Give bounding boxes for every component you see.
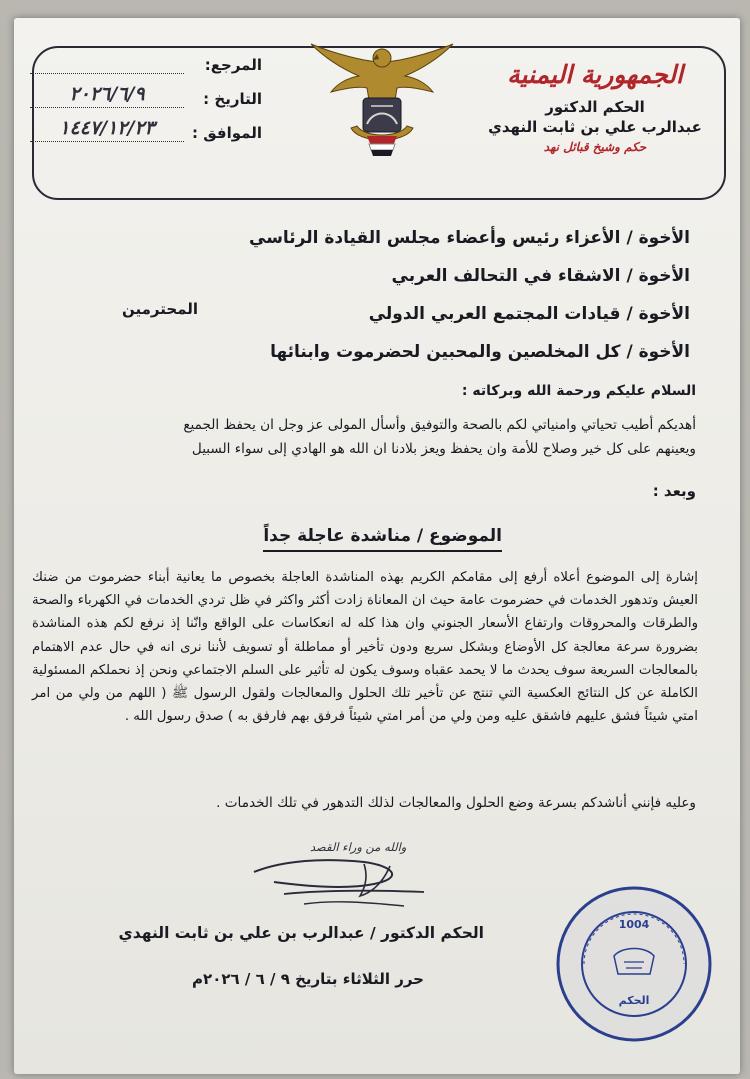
ref-label: المرجع: (204, 56, 262, 74)
reference-block (30, 40, 262, 142)
issuer-title: الحكم الدكتور (545, 98, 645, 116)
ref-value (30, 49, 184, 74)
letter-paper (14, 18, 740, 1074)
republic-name: الجمهورية اليمنية (507, 60, 683, 89)
stamp-center-text: الحكم (618, 994, 650, 1007)
greeting: السلام عليكم ورحمة الله وبركاته : (461, 383, 696, 399)
date-row (30, 74, 262, 108)
letter-body: إشارة إلى الموضوع أعلاه أرفع إلى مقامكم الكريم بهذه المناشدة العاجلة بخصوص ما يعانية أبناء حضرموت من ضنك العيش وتدهور الخدمات في حضرموت عامة حيث ان المعاناة زادت أكثر واكثر في ظل تردي الخدمات في الكهرباء والصحة والطرقات والمحروقات وارتفاع الأسعار الجنوني وان هذا كله له انعكاسات على الواقع وانّنا إذ نرفع لكم هذه المناشدة بضرورة سرعة معالجة كل الأوضاع وبشكل سريع ودون تأخير أو مماطلة أو تسويف لأننا نرى انه في حال عدم الاهتمام بالمعالجات السريعة سوف يحدث ما لا يحمد عقباه وسوف يكون له تأثير على السلم الاجتماعي ونحن إذ نحملكم المسئولية الكاملة عن كل النتائج العكسية التي تنتج عن تأخير تلك الحلول والمعالجات ولقول الرسول ﷺ ( اللهم من ولي من امر امتي شيئاً فشق عليهم فاشقق عليه ومن ولي من أمر امتي شيئاً فرفق بهم فارفق به ) صدق رسول الله . (32, 570, 698, 725)
honorific: المحترمين (122, 300, 199, 318)
intro-line: ويعينهم على كل خير وصلاح للأمة وان يحفظ ويعز بلادنا ان الله هو الهادي إلى سواء السبيل (191, 441, 696, 457)
addressee-line: الأخوة / الاشقاء في التحالف العربي (391, 266, 690, 286)
official-stamp-icon (554, 884, 714, 1044)
date-label: التاريخ : (203, 90, 262, 108)
stamp-number: 1004 (618, 918, 650, 931)
yemen-eagle-emblem-icon (307, 40, 457, 160)
date-value: ٢٠٢٦/٦/٩ (30, 83, 184, 108)
issuer-subtitle: حكم وشيخ قبائل نهد (543, 140, 647, 154)
signature-scrawl-icon (244, 836, 434, 916)
signatory-name: الحكم الدكتور / عبدالرب بن علي بن ثابت النهدي (118, 924, 484, 942)
handwritten-note: والله من وراء القصد (310, 840, 407, 854)
ref-row (30, 40, 262, 74)
wabad: وبعد : (652, 482, 696, 500)
issuer-name: عبدالرب علي بن ثابت النهدي (488, 118, 702, 136)
signature-date: حرر الثلاثاء بتاريخ ٩ / ٦ / ٢٠٢٦م (192, 970, 424, 988)
closing-line: وعليه فإنني أناشدكم بسرعة وضع الحلول والمعالجات لذلك التدهور في تلك الخدمات . (216, 795, 696, 811)
corresp-label: الموافق : (192, 124, 262, 142)
corresp-row (30, 108, 262, 142)
addressee-line: الأخوة / قيادات المجتمع العربي الدولي (368, 304, 690, 324)
corresp-value: ١٤٤٧/١٢/٢٣ (30, 117, 184, 142)
addressee-line: الأخوة / كل المخلصين والمحبين لحضرموت وابنائها (270, 342, 690, 362)
addressee-line: الأخوة / الأعزاء رئيس وأعضاء مجلس القيادة الرئاسي (249, 228, 690, 248)
subject-heading: الموضوع / مناشدة عاجلة جداً (263, 526, 502, 552)
letterhead-issuer (480, 58, 710, 154)
intro-line: أهديكم أطيب تحياتي وامنياتي لكم بالصحة والتوفيق وأسأل المولى عز وجل ان يحفظ الجميع (183, 417, 696, 433)
